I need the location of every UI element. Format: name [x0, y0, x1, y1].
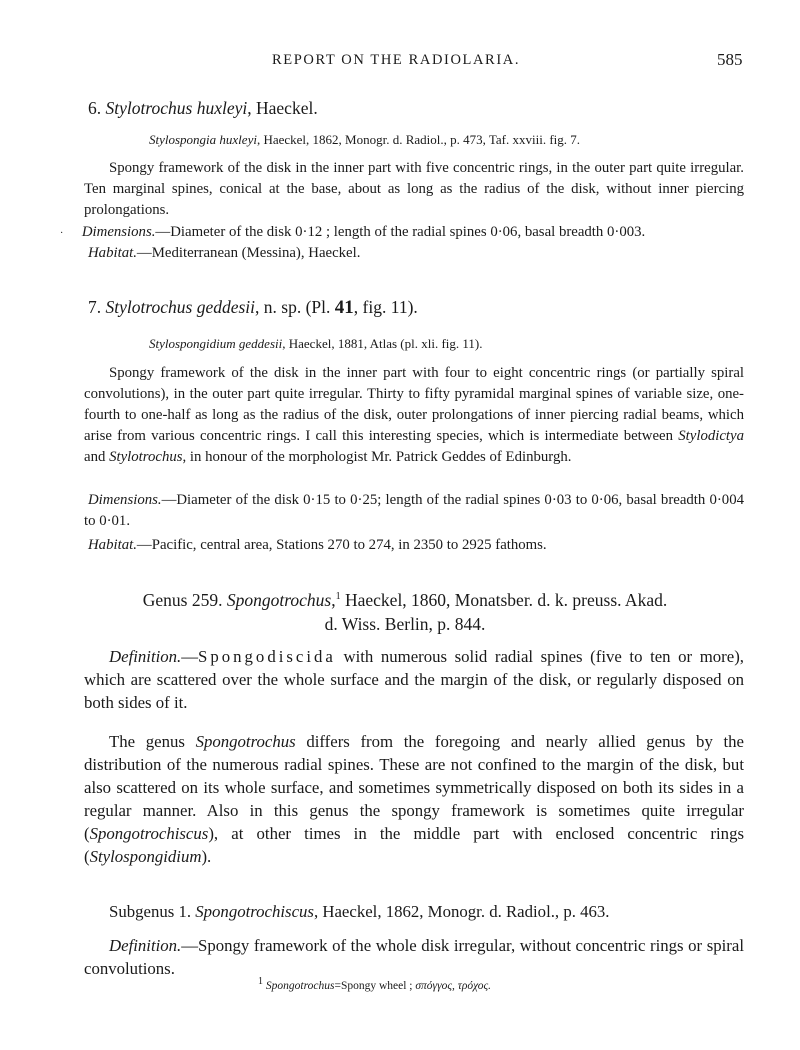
subgenus-prefix: Subgenus 1.: [109, 902, 192, 921]
species-6-habitat: [88, 243, 748, 264]
subgenus-ref: , Haeckel, 1862, Monogr. d. Radiol., p. 463.: [313, 902, 610, 921]
genus-ref-b: Stylotrochus: [109, 449, 183, 465]
subgenus-ref-1: Spongotrochiscus: [89, 824, 209, 843]
species-6-author: , Haeckel.: [247, 98, 318, 118]
genus-heading: [60, 588, 750, 636]
species-6-name: Stylotrochus huxleyi: [105, 98, 248, 118]
genus-ref-a: Stylodictya: [678, 428, 744, 444]
species-6-synonym-name: Stylospongia huxleyi: [149, 132, 257, 147]
species-6-description: Spongy framework of the disk in the inner part with five concentric rings, in the outer part quite irregular. Ten marginal spines, conical at the base, about as long as the radius of the disk, without inner piercing prolongations.: [84, 160, 744, 218]
footnote-text: =Spongy wheel ;: [334, 980, 416, 992]
species-7-synonymy: [149, 336, 483, 352]
footnote-name: Spongotrochus: [265, 980, 335, 992]
dimensions-label: Dimensions.: [88, 492, 162, 508]
genus-definition: Definition.—Spongodiscida with numerous solid radial spines (five to ten or more), which are scattered over the whole surface and the margin of the disk, or regularly disposed on both sides of it.: [84, 647, 744, 712]
footnote-ref: 1: [335, 591, 341, 603]
genus-discussion: The genus Spongotrochus differs from the foregoing and nearly allied genus by the distribution of the numerous radial spines. These are not confined to the margin of the disk, but also scattered on its whole surface, and sometimes symmetrically disposed on both its sides in a regular manner. Also in this genus the spongy framework is sometimes quite irregular (Spongotrochiscus), at other times in the middle part with enclosed concentric rings (Stylospongidium).: [84, 732, 744, 866]
genus-prefix: Genus 259.: [142, 590, 223, 610]
subgenus-name: Spongotrochiscus: [195, 902, 314, 921]
species-7-description: [84, 363, 744, 468]
genus-name: Spongotrochus: [226, 590, 332, 610]
habitat-label: Habitat.: [88, 537, 137, 553]
definition-text: —Spongy framework of the whole disk irregular, without concentric rings or spiral convolutions.: [84, 936, 744, 978]
genus-name-inline: Spongotrochus: [195, 732, 296, 751]
dimensions-text: —Diameter of the disk 0·15 to 0·25; length of the radial spines 0·03 to 0·06, basal breadth 0·004 to 0·01.: [84, 492, 744, 529]
footnote-mark: 1: [258, 976, 263, 988]
family-name: Spongodiscida: [198, 647, 336, 666]
margin-mark: ·: [60, 228, 64, 239]
species-7-synonym-name: Stylospongidium geddesii: [149, 336, 283, 351]
habitat-text: —Pacific, central area, Stations 270 to 274, in 2350 to 2925 fathoms.: [136, 537, 547, 553]
species-6-number: 6.: [88, 98, 102, 118]
species-7-author-pre: , n. sp. (Pl.: [255, 297, 331, 317]
page-number: 585: [717, 50, 743, 69]
species-7-synonym-ref: , Haeckel, 1881, Atlas (pl. xli. fig. 11).: [282, 336, 483, 351]
plate-number: 41: [334, 297, 354, 318]
species-7-title: [88, 297, 418, 319]
dimensions-label: Dimensions.: [81, 224, 156, 240]
species-7-dimensions: [84, 490, 744, 532]
definition-label: Definition.: [109, 936, 182, 955]
species-7-number: 7.: [88, 297, 102, 317]
dimensions-text: —Diameter of the disk 0·12 ; length of the radial spines 0·06, basal breadth 0·003.: [155, 224, 646, 240]
species-7-author-post: , fig. 11).: [353, 297, 418, 317]
species-7-desc-1: Spongy framework of the disk in the inner part with four to eight concentric rings (or partially spiral convolutions), in the outer part quite irregular. Thirty to fifty pyramidal marginal spines of variable size, one-fourth to one-half as long as the radius of the disk, outer prolongations of inner piercing radial beams, which arise from various concentric rings. I call this interesting species, which is intermediate between: [84, 365, 744, 444]
habitat-label: Habitat.: [88, 245, 137, 261]
genus-ref-line-2: d. Wiss. Berlin, p. 844.: [324, 614, 486, 634]
footnote-greek: σπόγγος, τρόχος.: [415, 980, 492, 992]
definition-text: with numerous solid radial spines (five to ten or more), which are scattered over the whole surface and the margin of the disk, or regularly disposed on both sides of it.: [84, 647, 744, 712]
subgenus-definition: [84, 934, 744, 980]
species-6-dimensions: [60, 222, 750, 244]
species-6-synonymy: [149, 132, 580, 148]
species-7-desc-and: and: [84, 449, 110, 465]
definition-label: Definition.: [109, 647, 182, 666]
species-7-habitat: [88, 535, 748, 556]
genus-ref-line-1: Haeckel, 1860, Monatsber. d. k. preuss. Akad.: [340, 590, 668, 610]
subgenus-ref-2: Stylospongidium: [89, 847, 202, 866]
species-7-desc-2: , in honour of the morphologist Mr. Patrick Geddes of Edinburgh.: [182, 449, 572, 465]
subgenus-heading: [109, 902, 609, 922]
habitat-text: —Mediterranean (Messina), Haeckel.: [136, 245, 361, 261]
genus-heading-line-1: Genus 259. Spongotrochus,$^1$ Haeckel, 1860, Monatsber. d. k. preuss. Akad.: [142, 590, 668, 610]
running-title: REPORT ON THE RADIOLARIA.: [272, 52, 521, 68]
footnote: [258, 976, 492, 992]
species-6-title: [88, 98, 318, 119]
species-6-synonym-ref: , Haeckel, 1862, Monogr. d. Radiol., p. 473, Taf. xxviii. fig. 7.: [256, 132, 581, 147]
species-7-name: Stylotrochus geddesii: [105, 297, 256, 317]
